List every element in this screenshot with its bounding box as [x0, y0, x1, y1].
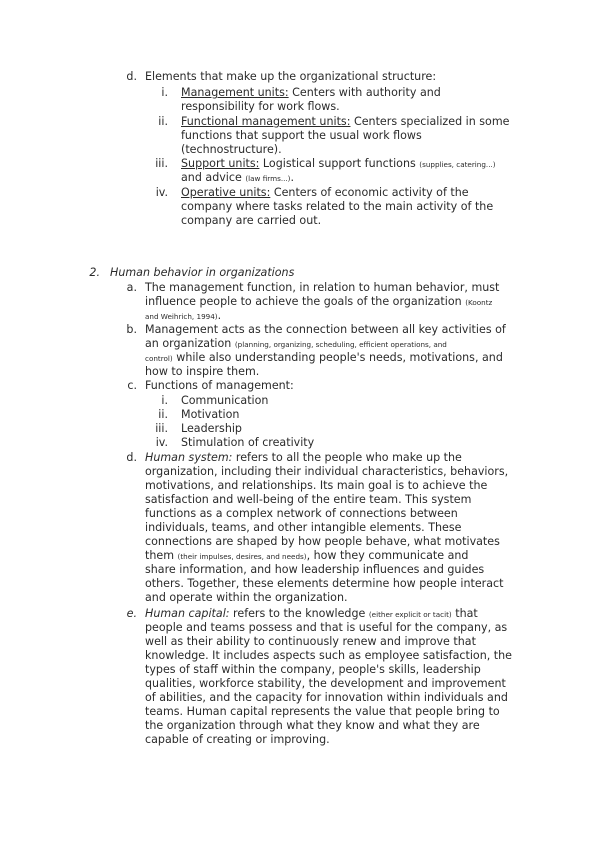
list-marker: iv. — [155, 186, 168, 199]
term: Operative units: — [181, 186, 271, 199]
text-line: Functions of management: — [145, 379, 294, 392]
text-line — [181, 171, 294, 186]
term: Human capital: — [145, 607, 230, 620]
list-marker: ii. — [158, 115, 168, 128]
list-marker: i. — [161, 86, 168, 99]
list-marker: c. — [127, 379, 137, 392]
list-item-text: Motivation — [181, 408, 240, 421]
text-line — [145, 309, 221, 324]
text: an organization — [145, 337, 235, 350]
text-line: others. Together, these elements determine how people interact — [145, 577, 504, 590]
term: Management units: — [181, 86, 289, 99]
list-item — [181, 157, 496, 172]
list-marker: e. — [126, 607, 137, 620]
term: Functional management units: — [181, 115, 351, 128]
text-line — [145, 351, 503, 366]
term: Support units: — [181, 157, 260, 170]
text-line: types of staff within the company, people's skills, leadership — [145, 663, 481, 676]
text-line: company are carried out. — [181, 214, 322, 227]
text-line: individuals, teams, and other intangible elements. These — [145, 521, 462, 534]
list-item — [181, 186, 469, 200]
list-marker: ii. — [158, 408, 168, 421]
text-line: share information, and how leadership influences and guides — [145, 563, 485, 576]
text: . — [217, 309, 222, 322]
list-marker: i. — [161, 394, 168, 407]
list-marker: iii. — [155, 422, 168, 435]
text-line: Management acts as the connection between all key activities of — [145, 323, 506, 336]
text-line: capable of creating or improving. — [145, 733, 330, 746]
text-line: knowledge. It includes aspects such as employee satisfaction, the — [145, 649, 512, 662]
citation: (Koontz — [465, 298, 493, 307]
list-marker: iii. — [155, 157, 168, 170]
text-line: satisfaction and well-being of the entire team. This system — [145, 493, 472, 506]
text: while also understanding people's needs, motivations, and — [172, 351, 503, 364]
text: Centers of economic activity of the — [270, 186, 469, 199]
citation: and Weihrich, 1994) — [145, 312, 218, 321]
text-line: organization, including their individual characteristics, behaviors, — [145, 465, 509, 478]
text-line: the organization through what they know and what they are — [145, 719, 480, 732]
text: refers to all the people who make up the — [232, 451, 462, 464]
text: influence people to achieve the goals of the organization — [145, 295, 466, 308]
list-marker: d. — [126, 70, 137, 83]
text-line: company where tasks related to the main activity of the — [181, 200, 494, 213]
text: . — [290, 171, 295, 184]
text-line: functions as a complex network of connections between — [145, 507, 458, 520]
aside-text: (either explicit or tacit) — [368, 610, 452, 619]
list-item-text: Stimulation of creativity — [181, 436, 315, 449]
text-line — [145, 549, 468, 564]
text: that — [451, 607, 478, 620]
text-line — [145, 337, 447, 352]
list-item — [181, 115, 509, 129]
term: Human system: — [145, 451, 233, 464]
list-item-text: Communication — [181, 394, 269, 407]
aside-text: (planning, organizing, scheduling, efficient operations, and — [234, 340, 447, 349]
list-item — [181, 86, 441, 100]
list-item-text: Elements that make up the organizational structure: — [145, 70, 437, 83]
aside-text: (law firms...) — [245, 174, 291, 183]
text-line: of abilities, and the capacity for innovation within individuals and — [145, 691, 508, 704]
text-line: qualities, workforce stability, the development and improvement — [145, 677, 506, 690]
text-line: (technostructure). — [181, 143, 282, 156]
text-line: well as their ability to continuously renew and improve that — [145, 635, 476, 648]
text-line — [145, 451, 462, 465]
text-line — [145, 607, 478, 622]
text: and advice — [181, 171, 246, 184]
section-heading: Human behavior in organizations — [110, 266, 295, 279]
text-line: responsibility for work flows. — [181, 100, 340, 113]
aside-text: (their impulses, desires, and needs) — [177, 552, 307, 561]
text: Centers with authority and — [288, 86, 441, 99]
list-marker: iv. — [155, 436, 168, 449]
text: , how they communicate and — [306, 549, 469, 562]
text-line — [145, 295, 492, 310]
list-marker: a. — [126, 281, 137, 294]
list-item-text: Leadership — [181, 422, 242, 435]
text: Logistical support functions — [259, 157, 420, 170]
section-number: 2. — [89, 266, 100, 279]
text-line: teams. Human capital represents the value that people bring to — [145, 705, 500, 718]
text: Centers specialized in some — [350, 115, 510, 128]
list-marker: b. — [126, 323, 137, 336]
text-line: and operate within the organization. — [145, 591, 348, 604]
aside-text: (supplies, catering...) — [419, 160, 496, 169]
text-line: how to inspire them. — [145, 365, 260, 378]
aside-text: control) — [145, 354, 173, 363]
text-line: people and teams possess and that is useful for the company, as — [145, 621, 508, 634]
text-line: connections are shaped by how people behave, what motivates — [145, 535, 500, 548]
text: refers to the knowledge — [229, 607, 369, 620]
text: them — [145, 549, 178, 562]
text-line: functions that support the usual work flows — [181, 129, 422, 142]
text-line: motivations, and relationships. Its main goal is to achieve the — [145, 479, 488, 492]
list-marker: d. — [126, 451, 137, 464]
text-line: The management function, in relation to human behavior, must — [145, 281, 500, 294]
